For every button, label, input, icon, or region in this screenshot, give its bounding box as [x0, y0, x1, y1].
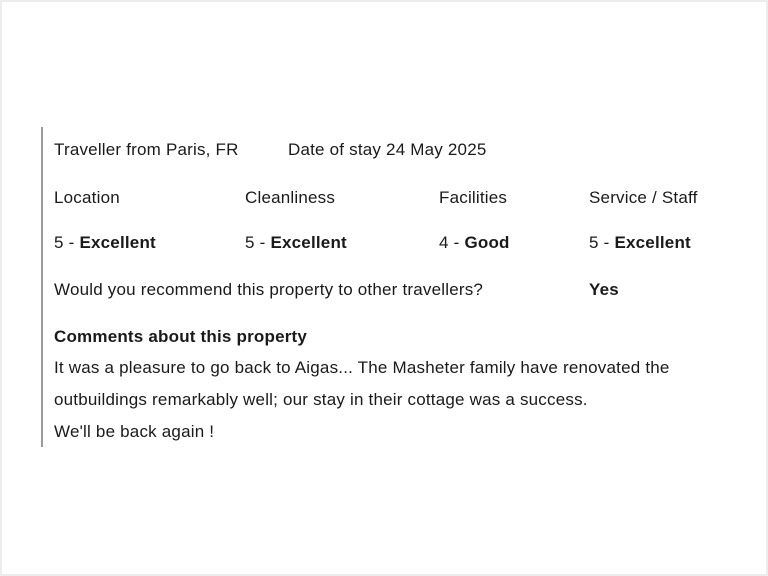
rating-location-value: Excellent [79, 233, 156, 252]
date-of-stay-text: Date of stay 24 May 2025 [288, 140, 487, 159]
rating-facilities-value: Good [464, 233, 510, 252]
rating-service-staff-score: 5 - [589, 233, 610, 252]
rating-location-score: 5 - [54, 233, 75, 252]
rating-cleanliness-value: Excellent [270, 233, 347, 252]
rating-service-staff [589, 233, 691, 253]
left-divider-line [41, 127, 43, 447]
category-label-cleanliness: Cleanliness [245, 188, 336, 207]
comments-heading: Comments about this property [54, 327, 308, 346]
rating-cleanliness-score: 5 - [245, 233, 266, 252]
rating-location [54, 233, 156, 253]
rating-service-staff-value: Excellent [614, 233, 691, 252]
comment-line-1: It was a pleasure to go back to Aigas... The Masheter family have renovated the [54, 358, 670, 377]
recommend-answer-text: Yes [589, 280, 619, 299]
traveller-origin-text: Traveller from Paris, FR [54, 140, 239, 159]
rating-facilities-score: 4 - [439, 233, 460, 252]
recommend-question-text: Would you recommend this property to other travellers? [54, 280, 484, 299]
category-label-service-staff: Service / Staff [589, 188, 698, 207]
comment-line-3: We'll be back again ! [54, 422, 215, 441]
category-label-location: Location [54, 188, 120, 207]
rating-facilities [439, 233, 510, 253]
comment-line-2: outbuildings remarkably well; our stay in their cottage was a success. [54, 390, 588, 409]
category-label-facilities: Facilities [439, 188, 508, 207]
rating-cleanliness [245, 233, 347, 253]
